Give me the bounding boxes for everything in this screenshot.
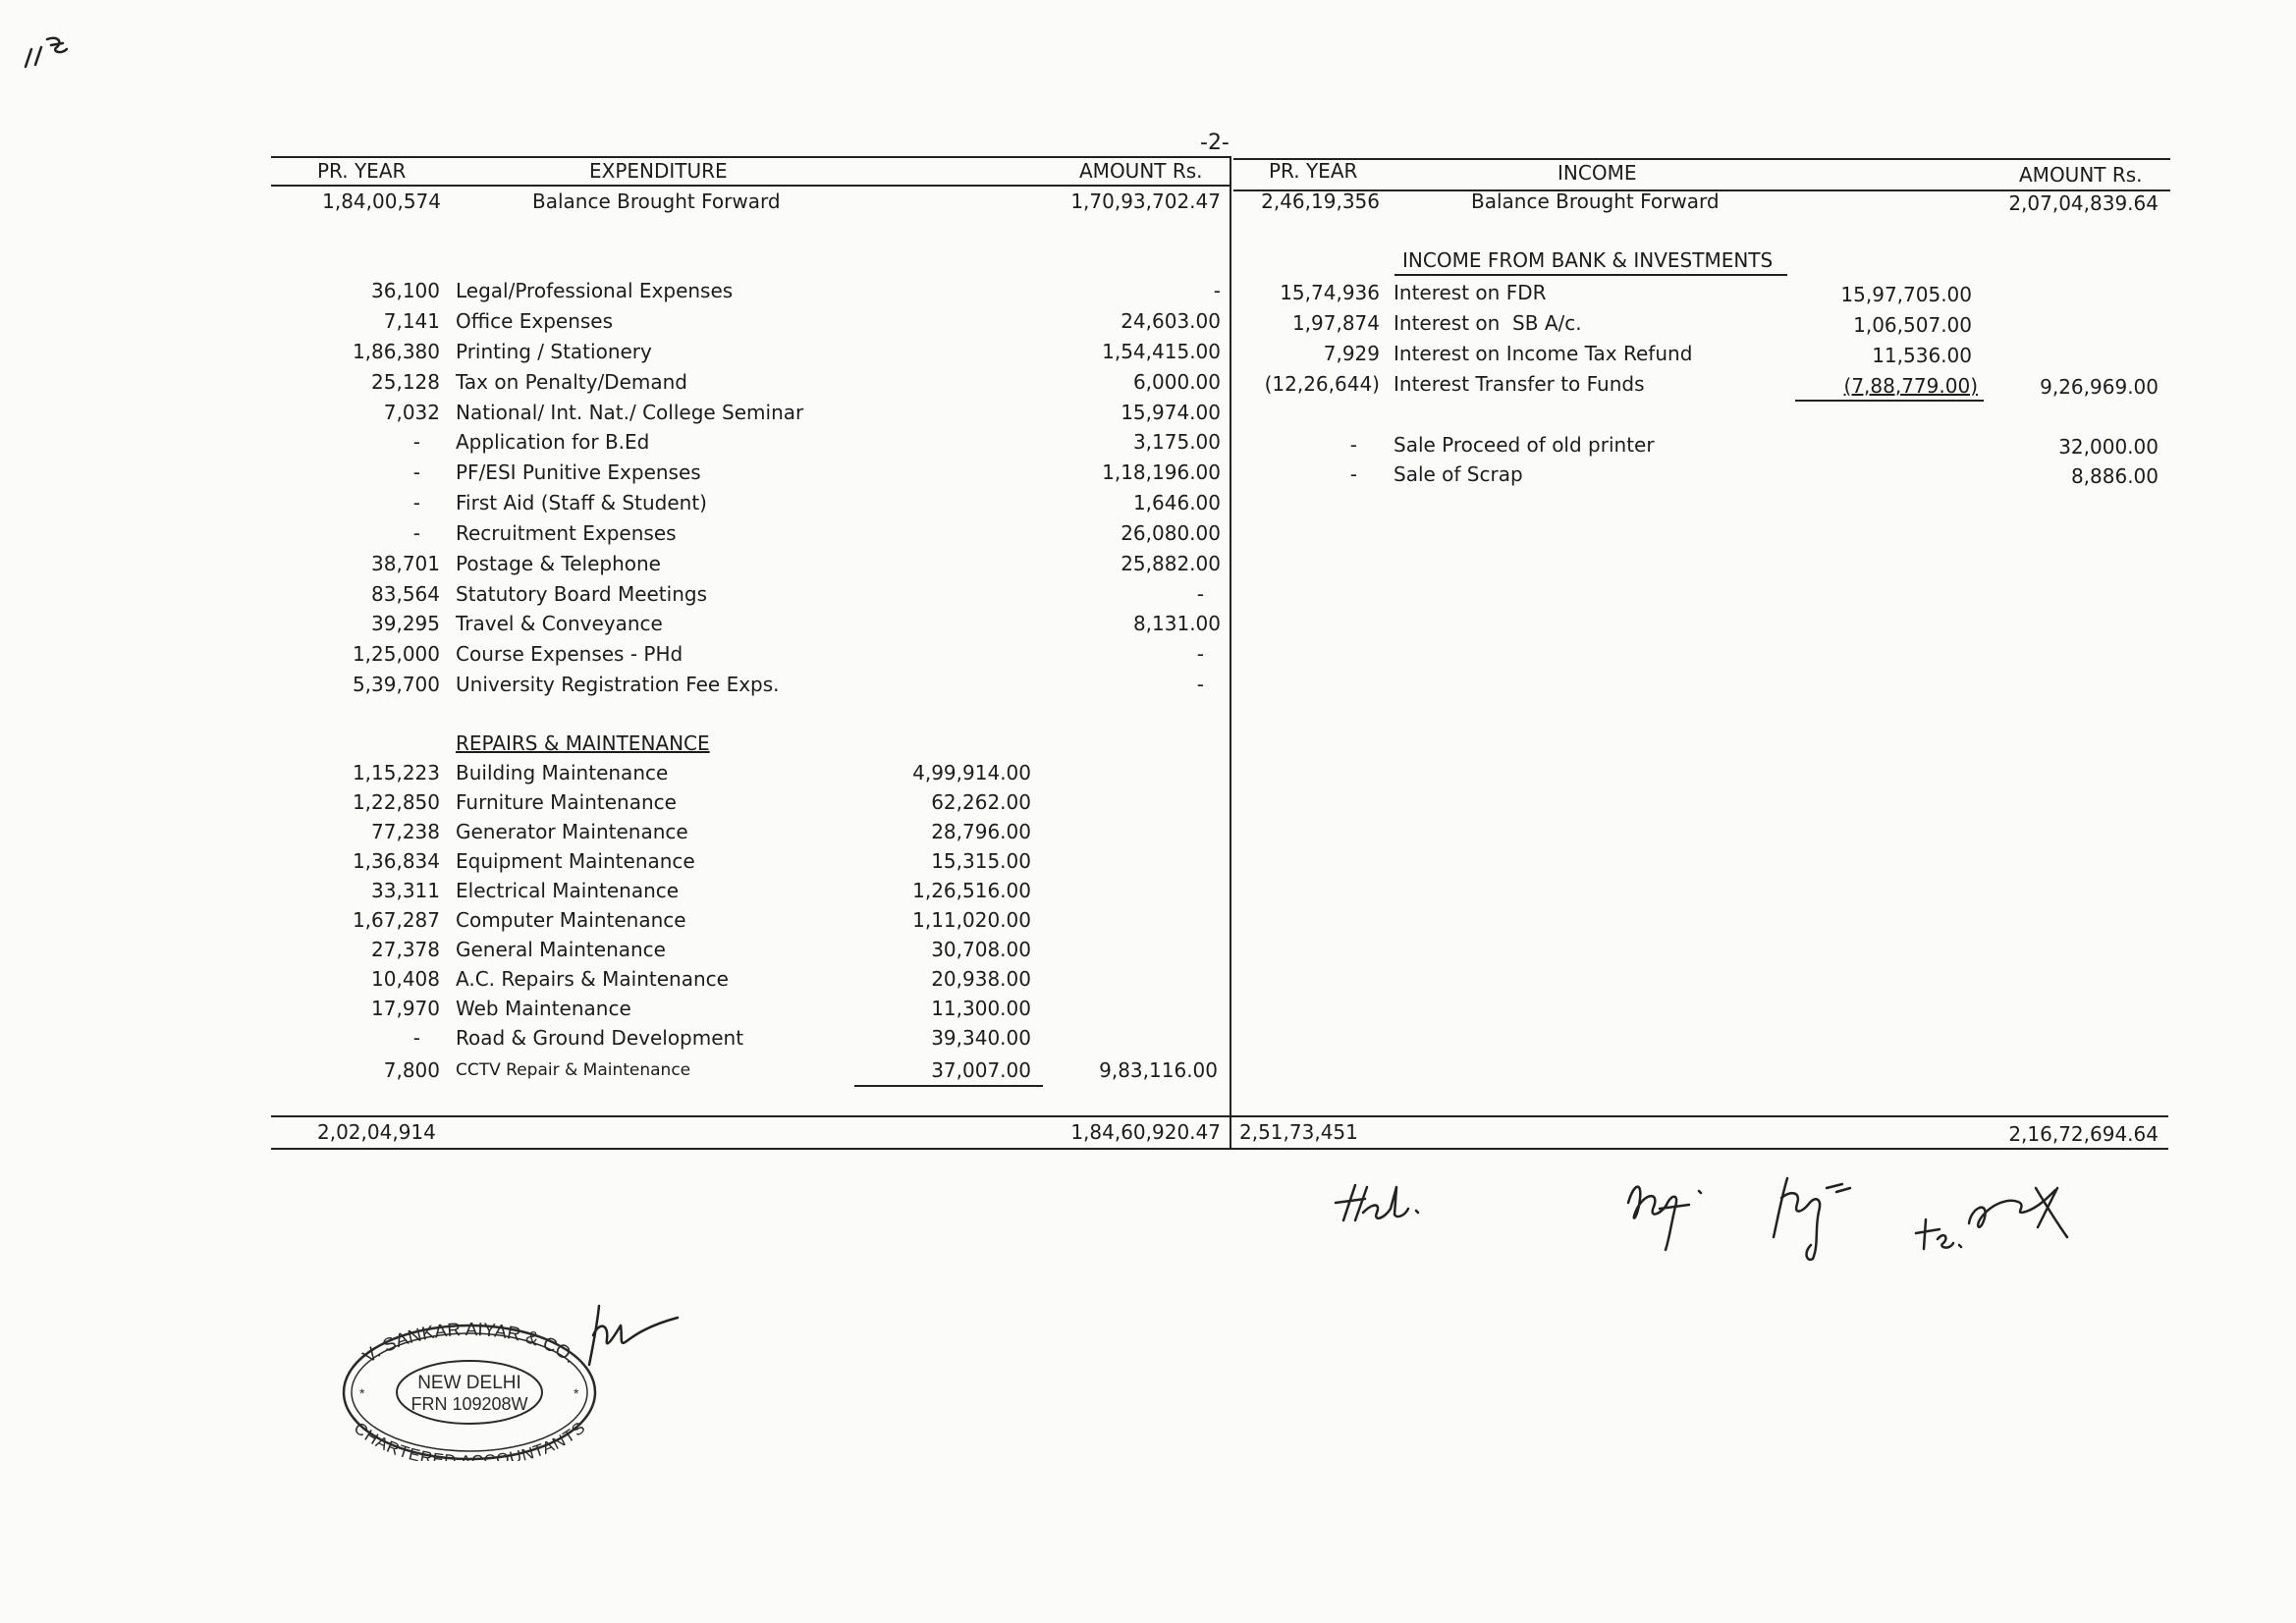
repair-row-amount: 4,99,914.00 (912, 761, 1031, 784)
repair-row-pr-year: 1,67,287 (352, 908, 440, 932)
exp-row-pr-year: 7,032 (383, 401, 440, 424)
repair-row-pr-year: 1,36,834 (352, 849, 440, 873)
repair-row-pr-year: 77,238 (371, 820, 440, 843)
bank-row-amount: 15,97,705.00 (1840, 283, 1972, 306)
stamp-firm-name: V. SANKAR AIYAR & CO. (359, 1319, 580, 1369)
page-number: -2- (1200, 131, 1230, 155)
auditor-initial (579, 1296, 687, 1375)
repair-row-label: Electrical Maintenance (456, 879, 680, 902)
exp-total-amount: 1,84,60,920.47 (1070, 1120, 1221, 1144)
exp-row-amount: - (1213, 279, 1221, 302)
exp-row-pr-year: 5,39,700 (352, 673, 440, 696)
bank-row-pr-year: 7,929 (1323, 342, 1380, 365)
stamp-frn: FRN 109208W (410, 1394, 528, 1414)
bank-row-pr-year: 15,74,936 (1280, 281, 1380, 304)
signature-4 (1910, 1168, 2082, 1262)
exp-row-pr-year: 83,564 (371, 582, 440, 606)
bank-row-amount: 1,06,507.00 (1853, 313, 1972, 337)
bank-income-total: 9,26,969.00 (2040, 375, 2159, 399)
other-income-label: Sale Proceed of old printer (1394, 433, 1655, 457)
auditor-stamp (322, 1294, 617, 1461)
other-income-pr-year: - (1349, 462, 1357, 486)
exp-total-pr-year: 2,02,04,914 (317, 1120, 436, 1144)
repair-row-label: Building Maintenance (456, 761, 669, 784)
stamp-star-right: * (574, 1385, 579, 1401)
bank-income-heading: INCOME FROM BANK & INVESTMENTS (1402, 248, 1774, 272)
exp-bbf-pr-year: 1,84,00,574 (322, 189, 441, 213)
header-top-rule-left (271, 156, 1231, 158)
bank-heading-underline (1394, 274, 1787, 276)
inc-bbf-amount: 2,07,04,839.64 (2008, 191, 2159, 215)
bank-row-pr-year: 1,97,874 (1291, 311, 1380, 335)
exp-row-amount: 1,646.00 (1132, 491, 1221, 514)
inc-bbf-label: Balance Brought Forward (1471, 189, 1720, 213)
other-income-pr-year: - (1349, 433, 1357, 457)
bank-subtotal-rule (1795, 400, 1984, 402)
signature-2 (1620, 1163, 1738, 1257)
repair-row-amount: 30,708.00 (931, 938, 1031, 961)
header-pr-year-right: PR. YEAR (1269, 159, 1358, 183)
exp-row-label: PF/ESI Punitive Expenses (456, 460, 701, 484)
exp-row-pr-year: 1,25,000 (352, 642, 440, 666)
repair-row-pr-year: 7,800 (383, 1058, 440, 1082)
repair-row-pr-year: 33,311 (371, 879, 440, 902)
exp-row-amount: 8,131.00 (1132, 612, 1221, 635)
column-divider (1230, 158, 1231, 1148)
bank-row-pr-year: (12,26,644) (1264, 372, 1380, 396)
repair-row-amount: 20,938.00 (931, 967, 1031, 991)
exp-row-label: Printing / Stationery (456, 340, 652, 363)
other-income-label: Sale of Scrap (1394, 462, 1523, 486)
signature-1 (1326, 1173, 1434, 1242)
bank-row-label: Interest Transfer to Funds (1394, 372, 1645, 396)
exp-row-amount: 24,603.00 (1121, 309, 1221, 333)
exp-row-label: National/ Int. Nat./ College Seminar (456, 401, 804, 424)
exp-row-amount: 25,882.00 (1121, 552, 1221, 575)
exp-row-label: Statutory Board Meetings (456, 582, 707, 606)
repair-row-amount: 62,262.00 (931, 790, 1031, 814)
bank-row-label: Interest on SB A/c. (1394, 311, 1582, 335)
bank-row-amount: (7,88,779.00) (1843, 374, 1978, 398)
inc-total-amount: 2,16,72,694.64 (2008, 1122, 2159, 1146)
other-income-amount: 32,000.00 (2058, 435, 2159, 459)
exp-row-pr-year: - (412, 521, 420, 545)
stamp-designation: CHARTERED COUNTANTS (350, 1418, 589, 1461)
exp-row-amount: 3,175.00 (1132, 430, 1221, 454)
repair-row-pr-year: - (412, 1026, 420, 1050)
inc-bbf-pr-year: 2,46,19,356 (1261, 189, 1380, 213)
repair-row-amount: 1,11,020.00 (912, 908, 1031, 932)
repair-row-label: Road & Ground Development (456, 1026, 744, 1050)
exp-bbf-label: Balance Brought Forward (532, 189, 781, 213)
exp-row-label: University Registration Fee Exps. (456, 673, 780, 696)
header-amount-right: AMOUNT Rs. (2019, 163, 2143, 187)
repair-row-label: Equipment Maintenance (456, 849, 695, 873)
repair-row-amount: 39,340.00 (931, 1026, 1031, 1050)
exp-row-pr-year: - (412, 430, 420, 454)
header-pr-year-left: PR. YEAR (317, 159, 407, 183)
repairs-total-amount: 9,83,116.00 (1099, 1058, 1218, 1082)
exp-row-label: Course Expenses - PHd (456, 642, 683, 666)
repair-row-label: Generator Maintenance (456, 820, 688, 843)
repair-row-pr-year: 27,378 (371, 938, 440, 961)
signature-3 (1768, 1168, 1876, 1267)
exp-bbf-amount: 1,70,93,702.47 (1070, 189, 1221, 213)
exp-row-label: Travel & Conveyance (456, 612, 663, 635)
exp-row-pr-year: 25,128 (371, 370, 440, 394)
exp-row-amount: 6,000.00 (1132, 370, 1221, 394)
bank-row-label: Interest on FDR (1394, 281, 1547, 304)
exp-row-label: Legal/Professional Expenses (456, 279, 734, 302)
exp-row-pr-year: - (412, 491, 420, 514)
exp-row-pr-year: 1,86,380 (352, 340, 440, 363)
repair-row-label: Web Maintenance (456, 997, 631, 1020)
header-expenditure: EXPENDITURE (589, 159, 728, 183)
repair-row-label: A.C. Repairs & Maintenance (456, 967, 729, 991)
bank-row-label: Interest on Income Tax Refund (1394, 342, 1693, 365)
exp-row-amount: 1,54,415.00 (1102, 340, 1221, 363)
repair-row-pr-year: 17,970 (371, 997, 440, 1020)
totals-bottom-rule (271, 1148, 2168, 1150)
header-amount-left: AMOUNT Rs. (1079, 159, 1203, 183)
repair-row-amount: 1,26,516.00 (912, 879, 1031, 902)
exp-row-pr-year: 7,141 (383, 309, 440, 333)
exp-row-amount: 1,18,196.00 (1102, 460, 1221, 484)
repairs-heading: REPAIRS & MAINTENANCE (456, 731, 710, 755)
exp-row-pr-year: - (412, 460, 420, 484)
stamp-star-left: * (359, 1385, 365, 1401)
exp-row-pr-year: 36,100 (371, 279, 440, 302)
repair-row-amount: 28,796.00 (931, 820, 1031, 843)
exp-row-amount: - (1196, 673, 1204, 696)
totals-top-rule (271, 1115, 2168, 1117)
stamp-city: NEW DELHI (417, 1373, 521, 1393)
exp-row-pr-year: 39,295 (371, 612, 440, 635)
exp-row-label: Recruitment Expenses (456, 521, 677, 545)
repair-row-label: General Maintenance (456, 938, 666, 961)
repair-row-label: CCTV Repair & Maintenance (456, 1060, 691, 1080)
corner-handwritten-note (18, 27, 77, 77)
exp-row-label: Tax on Penalty/Demand (456, 370, 687, 394)
exp-row-amount: 15,974.00 (1121, 401, 1221, 424)
repairs-subtotal-rule (854, 1085, 1043, 1087)
repair-row-label: Computer Maintenance (456, 908, 686, 932)
exp-row-amount: - (1196, 582, 1204, 606)
header-top-rule-right (1233, 158, 2170, 160)
inc-total-pr-year: 2,51,73,451 (1239, 1120, 1358, 1144)
repair-row-amount: 15,315.00 (931, 849, 1031, 873)
exp-row-label: Office Expenses (456, 309, 614, 333)
exp-row-amount: - (1196, 642, 1204, 666)
repair-row-amount: 37,007.00 (931, 1058, 1031, 1082)
repair-row-pr-year: 10,408 (371, 967, 440, 991)
repair-row-pr-year: 1,15,223 (352, 761, 440, 784)
exp-row-label: Application for B.Ed (456, 430, 650, 454)
exp-row-label: Postage & Telephone (456, 552, 661, 575)
header-bottom-rule-left (271, 185, 1231, 187)
exp-row-label: First Aid (Staff & Student) (456, 491, 707, 514)
bank-row-amount: 11,536.00 (1872, 344, 1972, 367)
repair-row-label: Furniture Maintenance (456, 790, 677, 814)
repair-row-pr-year: 1,22,850 (352, 790, 440, 814)
exp-row-pr-year: 38,701 (371, 552, 440, 575)
repair-row-amount: 11,300.00 (931, 997, 1031, 1020)
header-income: INCOME (1558, 161, 1637, 185)
exp-row-amount: 26,080.00 (1121, 521, 1221, 545)
other-income-amount: 8,886.00 (2070, 464, 2159, 488)
